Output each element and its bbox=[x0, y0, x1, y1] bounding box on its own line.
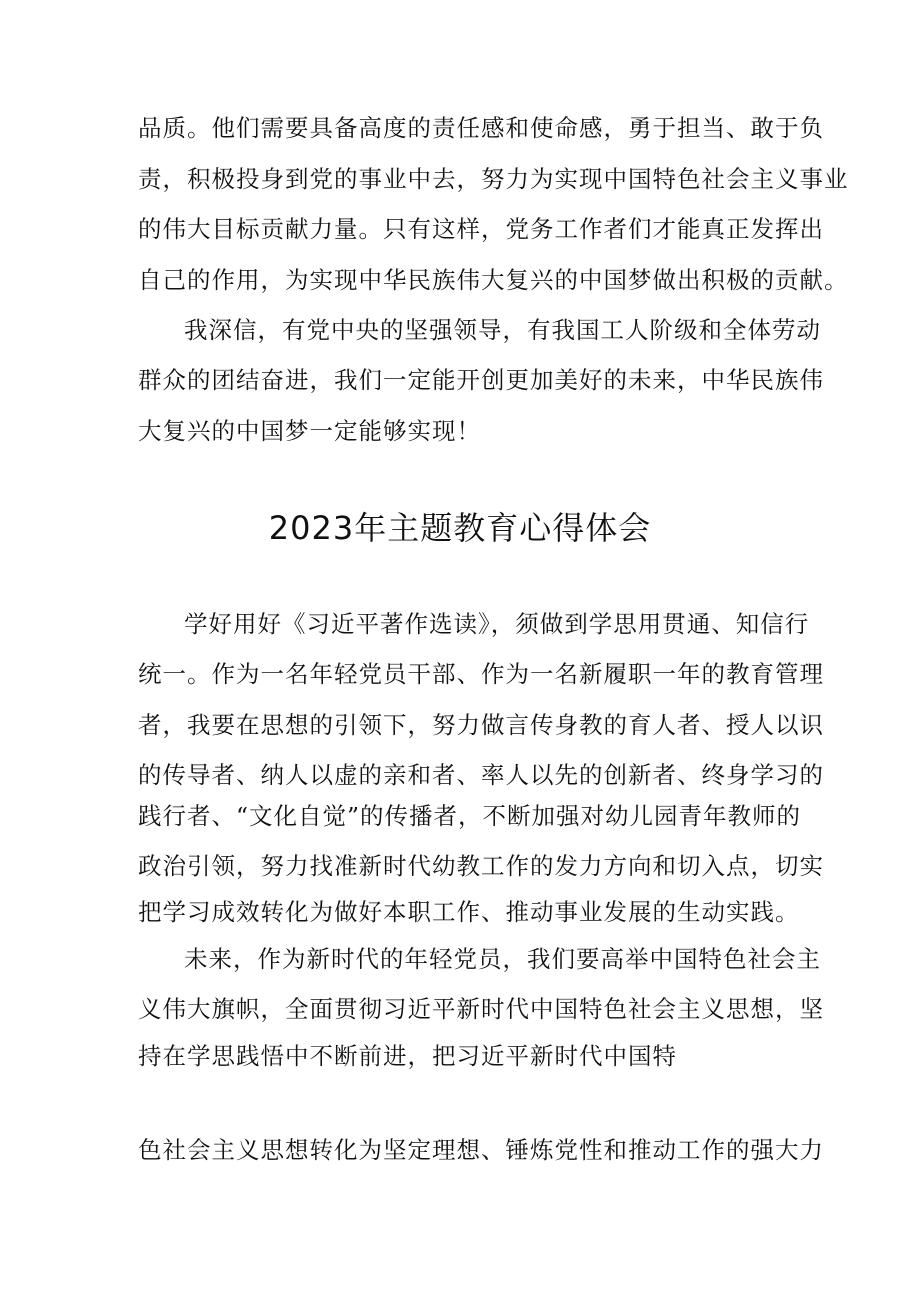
paragraph-line: 学好用好《习近平著作选读》，须做到学思用贯通、知信行 bbox=[184, 610, 810, 638]
paragraph-line: 未来，作为新时代的年轻党员，我们要高举中国特色社会主 bbox=[184, 945, 821, 973]
paragraph-line: 色社会主义思想转化为坚定理想、锤炼党性和推动工作的强大力 bbox=[138, 1136, 824, 1164]
paragraph-line: 的传导者、纳人以虚的亲和者、率人以先的创新者、终身学习的 bbox=[138, 761, 824, 789]
paragraph-line: 自己的作用，为实现中华民族伟大复兴的中国梦做出积极的贡献。 bbox=[138, 266, 849, 294]
paragraph-line: 品质。他们需要具备高度的责任感和使命感，勇于担当、敢于负 bbox=[138, 114, 824, 142]
paragraph-line: 践行者、“文化自觉”的传播者，不断加强对幼儿园青年教师的 bbox=[138, 802, 802, 830]
paragraph-line: 我深信，有党中央的坚强领导，有我国工人阶级和全体劳动 bbox=[184, 316, 821, 344]
paragraph-line: 统一。作为一名年轻党员干部、作为一名新履职一年的教育管理 bbox=[138, 660, 824, 688]
paragraph-line: 持在学思践悟中不断前进，把习近平新时代中国特 bbox=[138, 1042, 677, 1070]
document-title: 2023年主题教育心得体会 bbox=[268, 509, 652, 547]
paragraph-line: 的伟大目标贡献力量。只有这样，党务工作者们才能真正发挥出 bbox=[138, 215, 824, 243]
paragraph-line: 大复兴的中国梦一定能够实现！ bbox=[138, 417, 481, 445]
paragraph-line: 义伟大旗帜，全面贯彻习近平新时代中国特色社会主义思想，坚 bbox=[138, 995, 824, 1023]
paragraph-line: 责，积极投身到党的事业中去，努力为实现中国特色社会主义事业 bbox=[138, 165, 849, 193]
paragraph-line: 群众的团结奋进，我们一定能开创更加美好的未来，中华民族伟 bbox=[138, 366, 824, 394]
paragraph-line: 把学习成效转化为做好本职工作、推动事业发展的生动实践。 bbox=[138, 898, 800, 926]
paragraph-line: 者，我要在思想的引领下，努力做言传身教的育人者、授人以识 bbox=[138, 711, 824, 739]
paragraph-line: 政治引领，努力找准新时代幼教工作的发力方向和切入点，切实 bbox=[138, 852, 824, 880]
